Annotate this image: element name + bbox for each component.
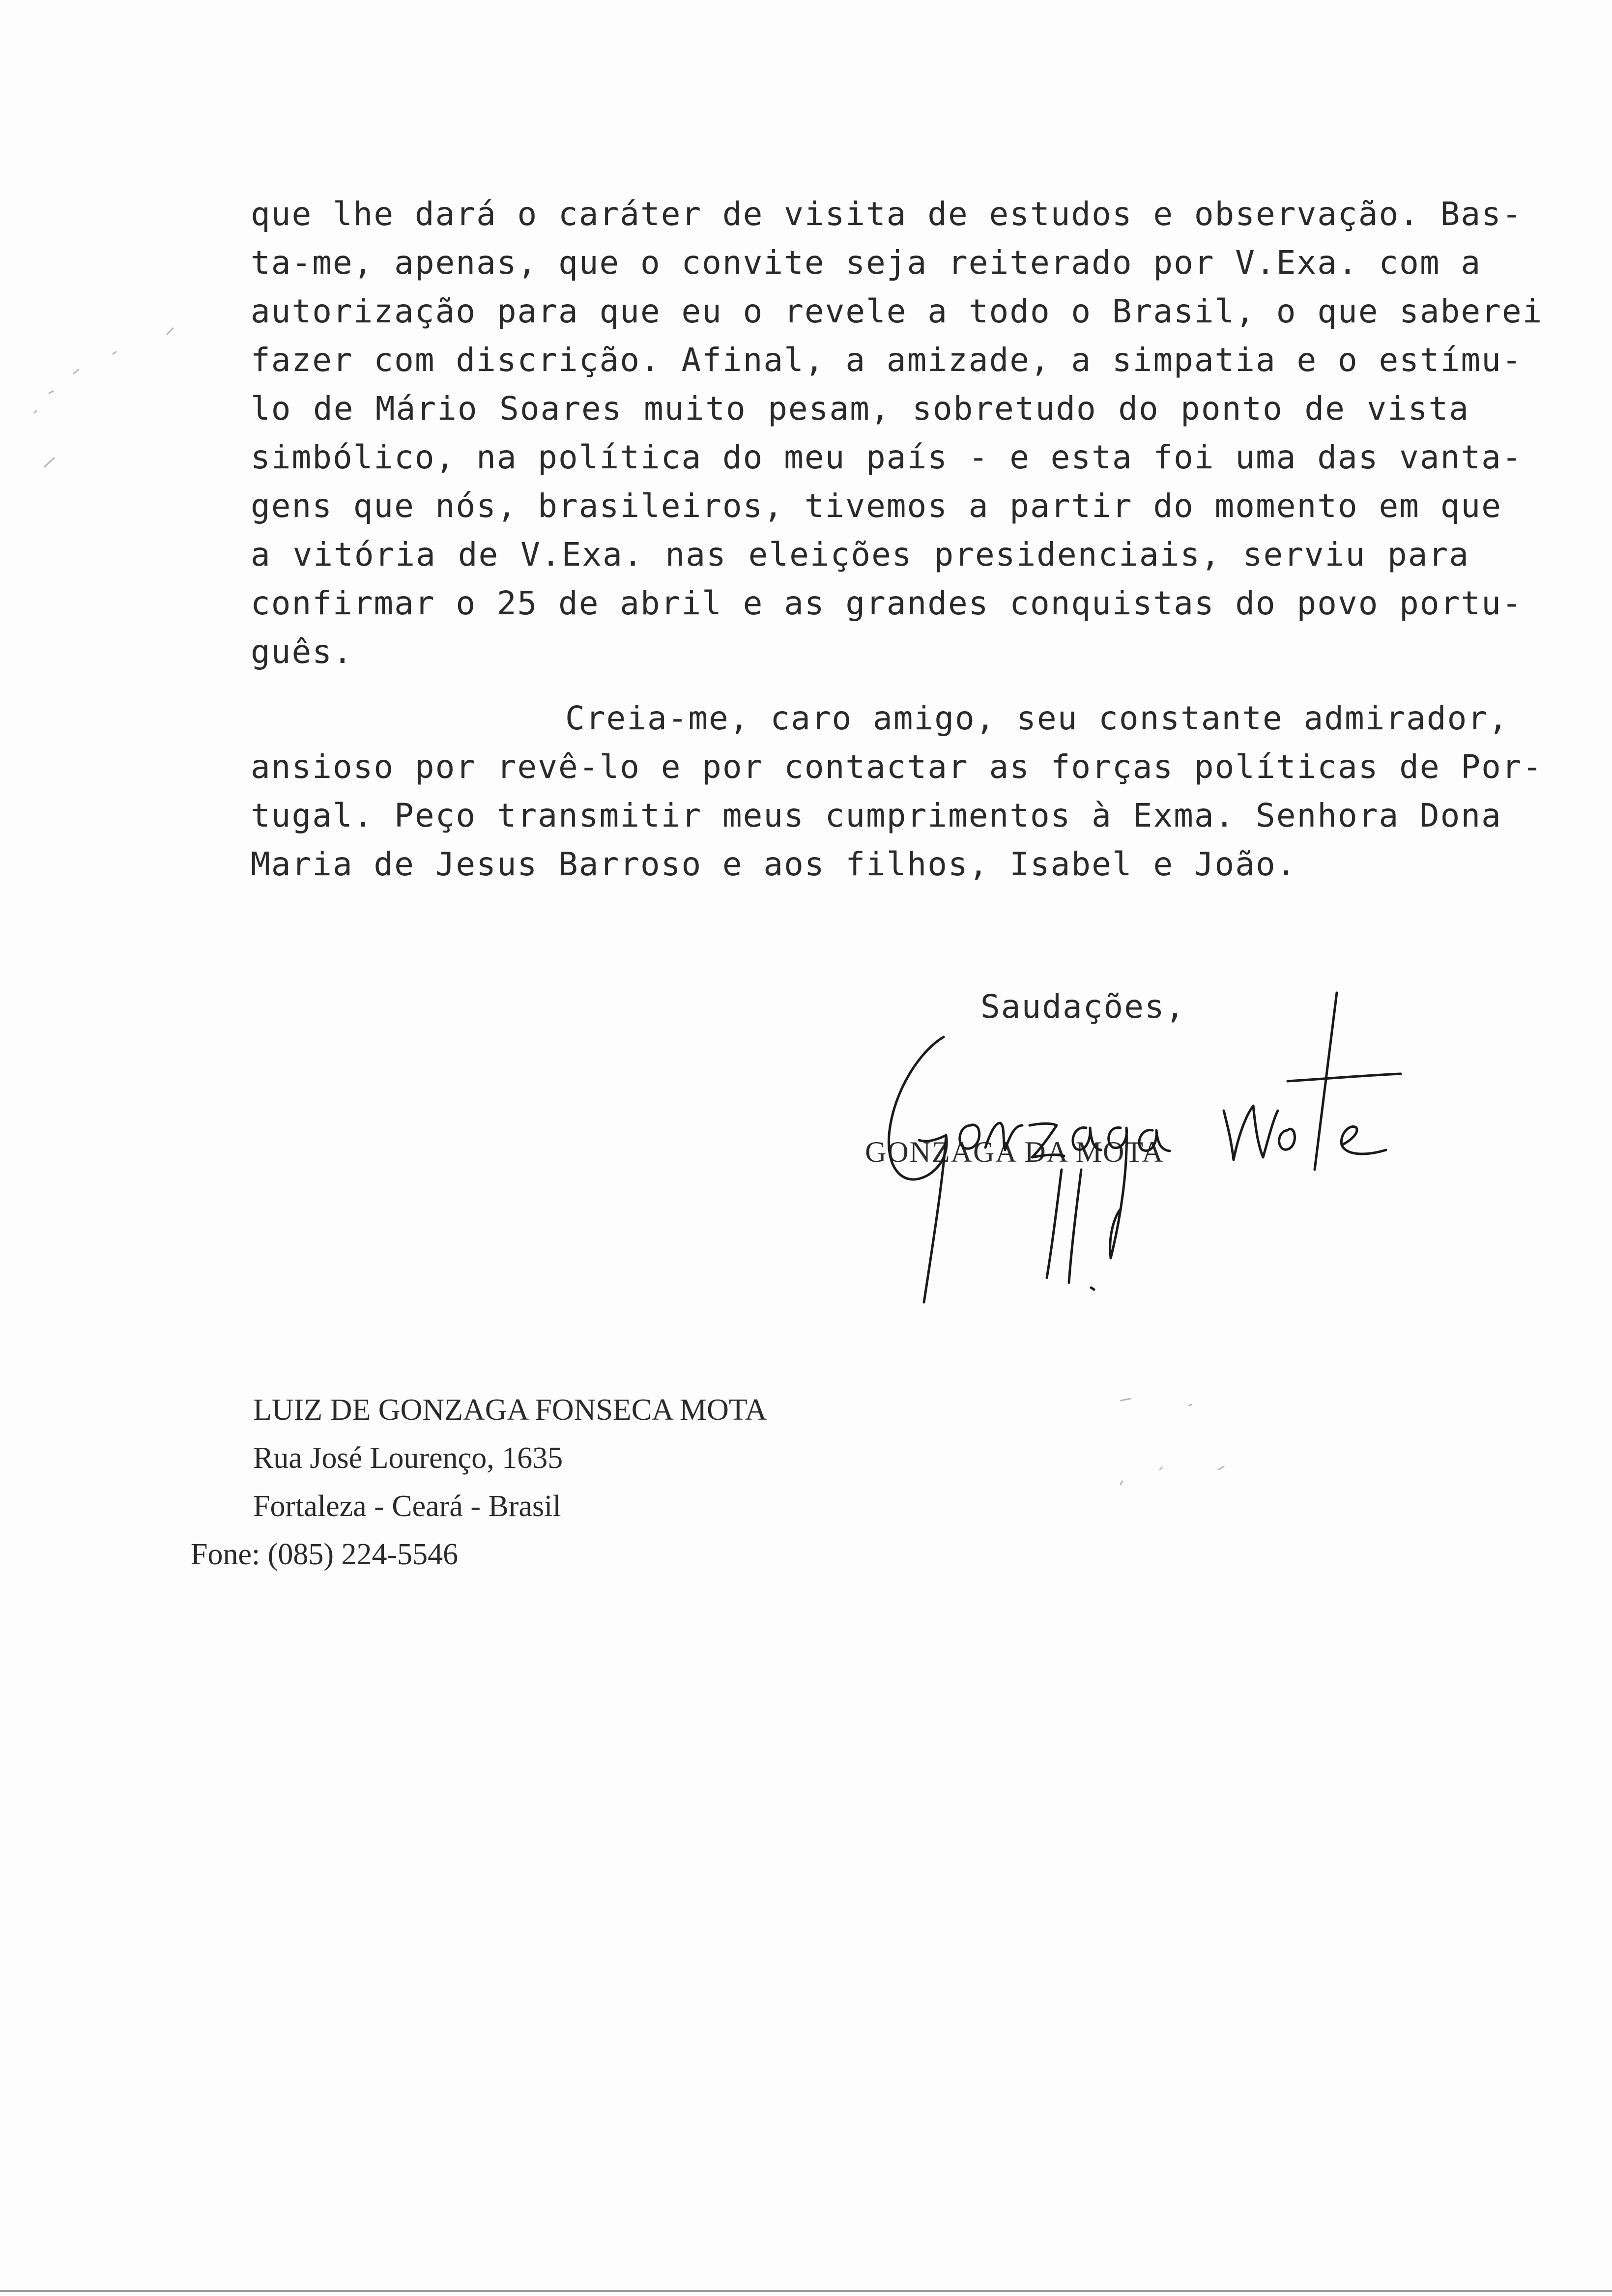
text-line: Maria de Jesus Barroso e aos filhos, Isabel e João. [251, 845, 1297, 883]
page-bottom-edge [0, 2290, 1612, 2292]
sender-name: LUIZ DE GONZAGA FONSECA MOTA [253, 1393, 767, 1427]
text-line: tugal. Peço transmitir meus cumprimentos à Exma. Senhora Dona [251, 797, 1502, 834]
text-line: gens que nós, brasileiros, tivemos a partir do momento em que [251, 487, 1502, 525]
signer-name: GONZAGA DA MOTA [865, 1136, 1164, 1168]
text-line: a vitória de V.Exa. nas eleições presidenciais, serviu para [251, 536, 1469, 574]
text-line: autorização para que eu o revele a todo o Brasil, o que saberei [251, 292, 1543, 330]
text-line: guês. [251, 633, 353, 671]
paragraph-2 [251, 694, 1543, 889]
closing-salutation: Saudações, [980, 988, 1186, 1026]
text-line: que lhe dará o caráter de visita de estudos e observação. Bas- [251, 195, 1523, 233]
text-line: Creia-me, caro amigo, seu constante admirador, [565, 699, 1509, 737]
text-line: fazer com discrição. Afinal, a amizade, a simpatia e o estímu- [251, 341, 1523, 379]
text-line: simbólico, na política do meu país - e esta foi uma das vanta- [251, 438, 1523, 476]
letter-body [251, 190, 1543, 889]
sender-city: Fortaleza - Ceará - Brasil [253, 1490, 561, 1523]
text-line: ta-me, apenas, que o convite seja reiterado por V.Exa. com a [251, 244, 1482, 282]
sender-address [253, 1386, 767, 1530]
text-line: ansioso por revê-lo e por contactar as forças políticas de Por- [251, 748, 1543, 786]
text-line: confirmar o 25 de abril e as grandes conquistas do povo portu- [251, 584, 1523, 622]
paragraph-gap [251, 676, 1469, 694]
text-line: lo de Mário Soares muito pesam, sobretudo do ponto de vista [251, 390, 1469, 428]
handwritten-signature [845, 963, 1455, 1317]
paragraph-1 [251, 190, 1543, 676]
sender-street: Rua José Lourenço, 1635 [253, 1441, 563, 1475]
sender-phone: Fone: (085) 224-5546 [191, 1538, 459, 1571]
